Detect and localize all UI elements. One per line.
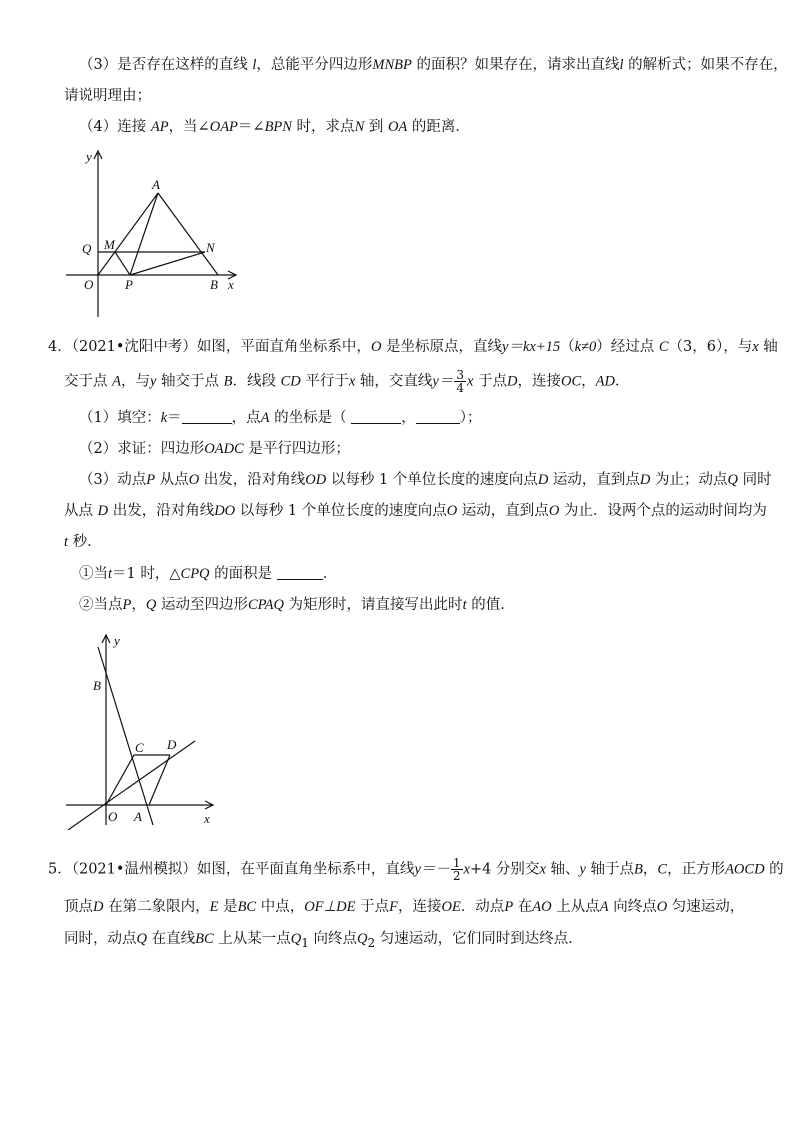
p4-label-B: B xyxy=(93,678,101,693)
p4-line-OC xyxy=(106,755,134,805)
p4-sub2-line: ②当点P，Q 运动至四边形CPAQ 为矩形时，请直接写出此时t 的值． xyxy=(79,597,515,613)
p4-q3-line3: t 秒． xyxy=(64,534,102,550)
p4-label-D: D xyxy=(167,737,177,752)
p4-label-C: C xyxy=(135,740,144,755)
p3-label-M: M xyxy=(104,237,115,252)
p4-head-line2: 交于点 A，与y 轴交于点 B．线段 CD 平行于x 轴，交直线y＝ $\frac{3}{4}$ x 于点D，连接OC，AD． xyxy=(64,368,630,395)
p5-head-line1: 5．（2021•温州模拟）如图，在平面直角坐标系中，直线y＝－ $\frac{1}{2}$ x+4 分别交x 轴、y 轴于点B，C，正方形AOCD 的 xyxy=(48,856,784,883)
p3-q3-line2: 请说明理由； xyxy=(64,88,151,104)
p4-head-line1: 4．（2021•沈阳中考）如图，平面直角坐标系中，O 是坐标原点，直线y＝kx+15（k≠0）经过点 C（3，6），与x 轴 xyxy=(48,339,778,355)
p3-line-AB xyxy=(158,193,218,275)
p3-q4-line: （4）连接 AP，当∠OAP＝∠BPN 时，求点N 到 OA 的距离． xyxy=(79,119,470,135)
p4-label-A: A xyxy=(134,809,142,824)
p4-figure xyxy=(58,625,228,830)
p4-sub1-line: ①当t＝1 时，△CPQ 的面积是 ． xyxy=(79,566,338,582)
p4-line-AD xyxy=(149,755,170,805)
p3-line-OA xyxy=(98,193,158,275)
p5-line3: 同时，动点Q 在直线BC 上从某一点$Q_1$ 向终点$Q_2$ 匀速运动，它们同时到达终点． xyxy=(64,931,583,950)
p3-label-B: B xyxy=(210,277,218,292)
p4-label-y: y xyxy=(114,633,120,648)
p4-q3-line1: （3）动点P 从点O 出发，沿对角线OD 以每秒 1 个单位长度的速度向点D 运动，直到点D 为止；动点Q 同时 xyxy=(79,472,772,488)
p3-line-AP xyxy=(130,193,158,275)
p4-sub1-blank xyxy=(277,565,323,580)
p3-line-MP xyxy=(115,252,130,275)
p4-q1-blank-k xyxy=(182,409,232,424)
p3-label-x: x xyxy=(228,277,234,292)
p4-q2-line: （2）求证：四边形OADC 是平行四边形； xyxy=(79,441,350,457)
p5-line2: 顶点D 在第二象限内，E 是BC 中点，OF⊥DE 于点F，连接OE．动点P 在AO 上从点A 向终点O 匀速运动， xyxy=(64,899,745,915)
p3-q3-line1: （3）是否存在这样的直线 l，总能平分四边形MNBP 的面积？如果存在，请求出直线l 的解析式；如果不存在， xyxy=(79,57,788,73)
p3-label-A: A xyxy=(152,177,160,192)
p3-label-Q: Q xyxy=(82,241,92,256)
p4-q3-line2: 从点 D 出发，沿对角线DO 以每秒 1 个单位长度的速度向点O 运动，直到点O 为止．设两个点的运动时间均为 xyxy=(64,503,767,519)
p3-label-y: y xyxy=(86,149,92,164)
p5-fraction: $\frac{1}{2}$ xyxy=(452,856,461,883)
p4-label-x: x xyxy=(204,811,210,826)
p4-q1-blank-ay xyxy=(416,409,460,424)
p4-q1-blank-ax xyxy=(351,409,401,424)
p3-label-O: O xyxy=(84,277,94,292)
p3-figure xyxy=(60,145,250,325)
p4-q1-line: （1）填空：k＝ ，点A 的坐标是（ ， ）； xyxy=(79,410,482,426)
p3-line-PN xyxy=(130,252,205,275)
p4-fraction: $\frac{3}{4}$ xyxy=(456,368,464,395)
p3-label-N: N xyxy=(206,240,215,255)
p3-label-P: P xyxy=(125,277,133,292)
p4-label-O: O xyxy=(108,809,118,824)
